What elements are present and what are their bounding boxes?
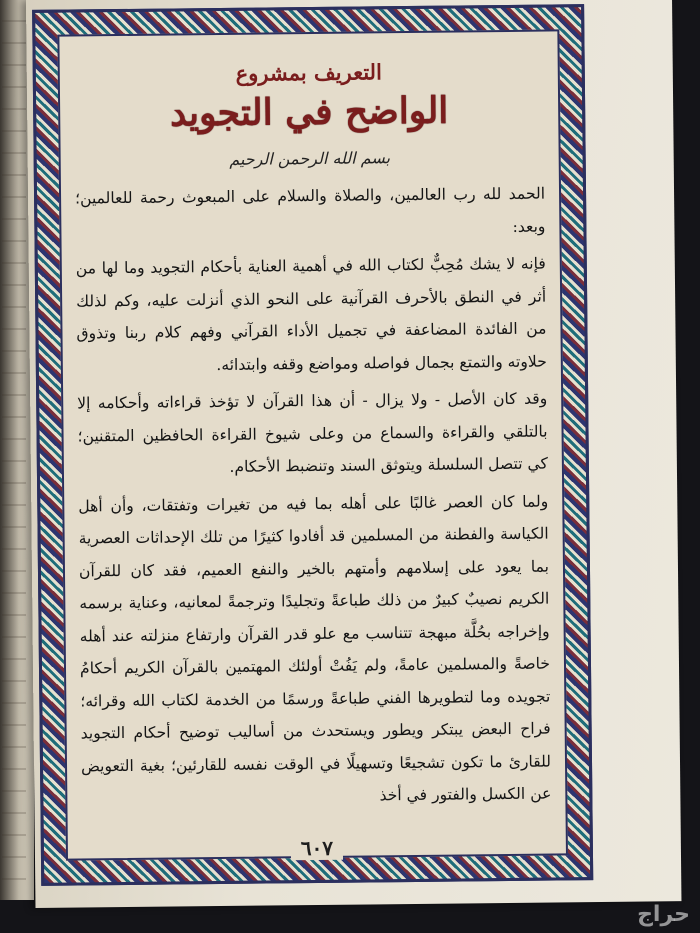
- page-content: [74, 44, 552, 829]
- watermark-logo: حراج: [637, 902, 690, 927]
- book-title: الواضح في التجويد: [169, 89, 449, 135]
- series-title: التعريف بمشروع: [235, 59, 382, 86]
- paragraph-tajweed-importance: فإنه لا يشك مُحِبٌّ لكتاب الله في أهمية العناية بأحكام التجويد وما لها من أثر في النطق بالأحرف القرآنية على النحو الذي أنزلت عليه، وكم لذلك من الفائدة المضاعفة في تجميل الأداء القرآني وفهم كلام ربنا وتذوق حلاوته والتمتع بجمال فواصله ومواضع وقفه وابتدائه.: [75, 254, 547, 374]
- page-number: [68, 833, 566, 862]
- paragraph-opening: الحمد لله رب العالمين، والصلاة والسلام على المبعوث رحمة للعالمين؛ وبعد:: [74, 184, 546, 236]
- paragraph-transmission: وقد كان الأصل - ولا يزال - أن هذا القرآن لا تؤخذ قراءاته وأحكامه إلا بالتلقي والقراءة والسماع من وعلى شيوخ القراءة الحافظين المتقنين؛ كي تتصل السلسلة ويتوثق السند وتنضبط الأحكام.: [77, 389, 548, 476]
- adjacent-page-text-lines: [2, 20, 26, 880]
- page-number-text: ٦٠٧: [291, 836, 343, 861]
- book-page: [26, 0, 681, 908]
- frame-inner-panel: [57, 29, 568, 860]
- basmala: بسم الله الرحمن الرحيم: [229, 148, 391, 169]
- ornamental-frame: [32, 4, 593, 886]
- paragraph-modern-era: ولما كان العصر غالبًا على أهله بما فيه من تغيرات وتفتقات، وأن أهل الكياسة والفطنة من المسلمين قد أفادوا كثيرًا من تلك الإحداثات العصرية بما يعود على إسلامهم وأمتهم بالخير والنفع العميم، فقد كان للقرآن الكريم نصيبٌ كبيرٌ من ذلك طباعةً وتجليدًا وترجمةً لمعانيه، وعناية برسمه وإخراجه بحُلَّة مبهجة تتناسب مع علو قدر القرآن وارتفاع منزلته عند أهله خاصةً والمسلمين عامةً، ولم يَفُتْ أولئك المهتمين بالقرآن الكريم أحكامُ تجويده وما لتطويرها الفني طباعةً ورسمًا من الخدمة لكتاب الله وقرائه؛ فراح البعض يبتكر ويطور ويستحدث من أساليب توضيح أحكام التجويد للقارئ ما تكون تشجيعًا وتسهيلًا في الوقت نفسه للقارئين؛ بغية التعويض عن الكسل والفتور في أخذ: [78, 492, 552, 805]
